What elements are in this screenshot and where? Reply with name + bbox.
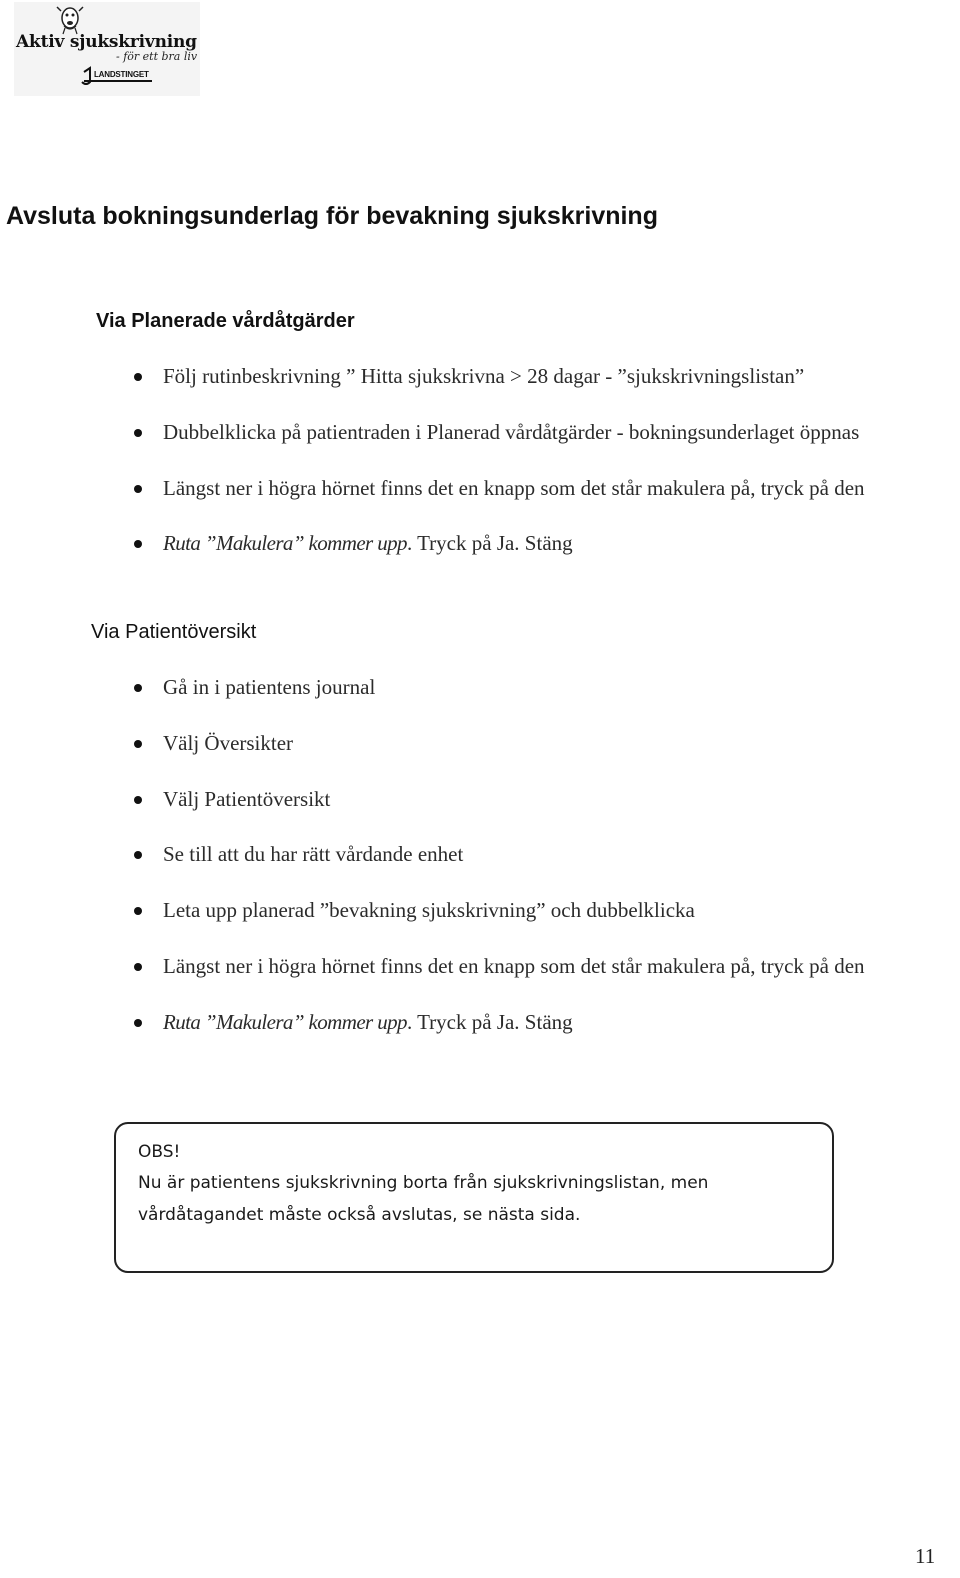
note-text-line: vårdåtagandet måste också avslutas, se nästa sida.: [138, 1205, 581, 1225]
list-item-text: [163, 461, 865, 517]
bullet-icon: [134, 485, 142, 493]
logo-tagline: - för ett bra liv: [116, 50, 198, 63]
list-item-text: [163, 995, 573, 1051]
list-item-text: [163, 939, 865, 995]
logo-title: Aktiv sjukskrivning: [16, 32, 197, 52]
bullet-icon: [134, 540, 142, 548]
bullet-icon: [134, 429, 142, 437]
bullet-icon: [134, 373, 142, 381]
bullet-icon: [134, 740, 142, 748]
bullet-icon: [134, 851, 142, 859]
list-item-text: [163, 405, 859, 461]
list-item-plain: Se till att du har rätt vårdande enhet: [163, 842, 464, 867]
list-item-italic: Ruta ”Makulera” kommer upp: [163, 531, 407, 556]
list-item-plain: Välj Patientöversikt: [163, 786, 331, 811]
list-item-plain: . Tryck på Ja. Stäng: [406, 531, 573, 556]
list-item-plain: Längst ner i högra hörnet finns det en knapp som det står makulera på, tryck på den: [163, 953, 865, 978]
list-item-text: [163, 772, 330, 828]
note-box: [114, 1122, 834, 1273]
list-item-plain: Leta upp planerad ”bevakning sjukskrivning” och dubbelklicka: [163, 898, 695, 923]
list-item-text: [163, 516, 573, 572]
page-number: 11: [915, 1544, 936, 1568]
bullet-icon: [134, 1019, 142, 1027]
list-item-plain: Gå in i patientens journal: [163, 675, 376, 699]
list-item-plain: Längst ner i högra hörnet finns det en knapp som det står makulera på, tryck på den: [163, 475, 865, 500]
page-title: Avsluta bokningsunderlag för bevakning sjukskrivning: [6, 202, 658, 230]
list-item-text: [163, 660, 375, 716]
note-title: OBS!: [138, 1142, 181, 1162]
list-item-plain: Dubbelklicka på patientraden i Planerad vårdåtgärder - bokningsunderlaget öppnas: [163, 419, 860, 444]
bullet-icon: [134, 907, 142, 915]
section-heading-patientoversikt: Via Patientöversikt: [91, 621, 257, 643]
list-item-text: [163, 716, 293, 772]
note-text-line: Nu är patientens sjukskrivning borta från sjukskrivningslistan, men: [138, 1173, 709, 1193]
list-item-italic: Ruta ”Makulera” kommer upp: [163, 1009, 407, 1034]
list-item-plain: . Tryck på Ja. Stäng: [406, 1009, 573, 1034]
logo-org-name: LANDSTINGET: [94, 70, 149, 79]
bullet-icon: [134, 963, 142, 971]
logo: [14, 2, 200, 96]
bullet-icon: [134, 684, 142, 692]
list-item-plain: Följ rutinbeskrivning ” Hitta sjukskrivna > 28 dagar - ”sjukskrivningslistan”: [163, 364, 805, 388]
list-item-plain: Välj Översikter: [163, 730, 294, 755]
bullet-icon: [134, 796, 142, 804]
list-item-text: [163, 827, 463, 883]
list-item-text: [163, 883, 695, 939]
list-item-text: [163, 349, 804, 405]
section-heading-planerade-vardatgarder: Via Planerade vårdåtgärder: [96, 310, 355, 332]
